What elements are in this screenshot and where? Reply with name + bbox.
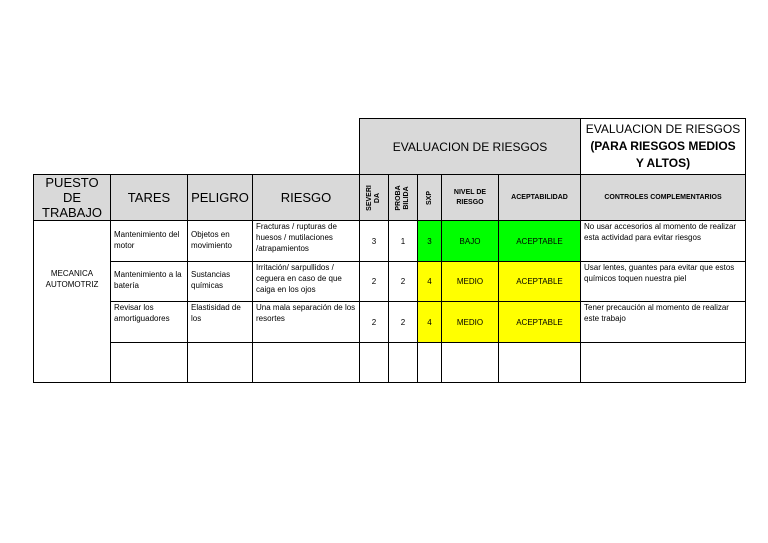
empty-cell xyxy=(499,343,581,383)
peligro-cell: Elastisidad de los xyxy=(188,302,253,343)
table-row-empty xyxy=(34,343,746,383)
col-tares-header: TARES xyxy=(111,175,188,221)
empty-cell xyxy=(389,343,418,383)
evaluacion-header: EVALUACION DE RIESGOS xyxy=(360,119,581,175)
col-probabilidad-header: PROBA BILIDA xyxy=(389,175,418,221)
empty-cell xyxy=(442,343,499,383)
aceptabilidad-cell: ACEPTABLE xyxy=(499,262,581,302)
controles-cell: No usar accesorios al momento de realizar esta actividad para evitar riesgos xyxy=(581,221,746,262)
tarea-cell: Mantenimiento del motor xyxy=(111,221,188,262)
nivel-cell: MEDIO xyxy=(442,302,499,343)
sxp-cell: 4 xyxy=(418,302,442,343)
probabilidad-cell: 1 xyxy=(389,221,418,262)
empty-cell xyxy=(581,343,746,383)
probabilidad-cell: 2 xyxy=(389,302,418,343)
table-row xyxy=(34,302,746,343)
eval2-line1: EVALUACION DE RIESGOS xyxy=(585,122,741,136)
severidad-cell: 2 xyxy=(360,302,389,343)
aceptabilidad-cell: ACEPTABLE xyxy=(499,221,581,262)
col-peligro-header: PELIGRO xyxy=(188,175,253,221)
empty-cell xyxy=(360,343,389,383)
peligro-cell: Objetos en movimiento xyxy=(188,221,253,262)
empty-cell xyxy=(418,343,442,383)
sxp-cell: 3 xyxy=(418,221,442,262)
col-controles-header: CONTROLES COMPLEMENTARIOS xyxy=(581,175,746,221)
risk-evaluation-table xyxy=(33,118,746,383)
col-nivel-header: NIVEL DE RIESGO xyxy=(442,175,499,221)
riesgo-cell: Una mala separación de los resortes xyxy=(253,302,360,343)
sxp-cell: 4 xyxy=(418,262,442,302)
nivel-cell: BAJO xyxy=(442,221,499,262)
col-riesgo-header: RIESGO xyxy=(253,175,360,221)
controles-cell: Tener precaución al momento de realizar este trabajo xyxy=(581,302,746,343)
riesgo-cell: Fracturas / rupturas de huesos / mutilaciones /atrapamientos xyxy=(253,221,360,262)
col-severidad-header: SEVERI DA xyxy=(360,175,389,221)
empty-corner xyxy=(34,119,360,175)
col-sxp-header: SXP xyxy=(418,175,442,221)
aceptabilidad-cell: ACEPTABLE xyxy=(499,302,581,343)
puesto-value: MECANICA AUTOMOTRIZ xyxy=(34,221,111,383)
nivel-cell: MEDIO xyxy=(442,262,499,302)
col-puesto-header: PUESTO DE TRABAJO xyxy=(34,175,111,221)
riesgo-cell: Irritación/ sarpullidos / ceguera en caso de que caiga en los ojos xyxy=(253,262,360,302)
tarea-cell: Revisar los amortiguadores xyxy=(111,302,188,343)
severidad-cell: 3 xyxy=(360,221,389,262)
severidad-cell: 2 xyxy=(360,262,389,302)
empty-cell xyxy=(111,343,188,383)
peligro-cell: Sustancias químicas xyxy=(188,262,253,302)
eval2-line2: (PARA RIESGOS MEDIOS xyxy=(590,139,736,153)
table-row xyxy=(34,221,746,262)
empty-cell xyxy=(253,343,360,383)
eval2-line3: Y ALTOS) xyxy=(635,156,691,170)
evaluacion-medios-altos-header xyxy=(581,119,746,175)
empty-cell xyxy=(188,343,253,383)
probabilidad-cell: 2 xyxy=(389,262,418,302)
tarea-cell: Mantenimiento a la batería xyxy=(111,262,188,302)
col-aceptabilidad-header: ACEPTABILIDAD xyxy=(499,175,581,221)
controles-cell: Usar lentes, guantes para evitar que estos químicos toquen nuestra piel xyxy=(581,262,746,302)
table-row xyxy=(34,262,746,302)
